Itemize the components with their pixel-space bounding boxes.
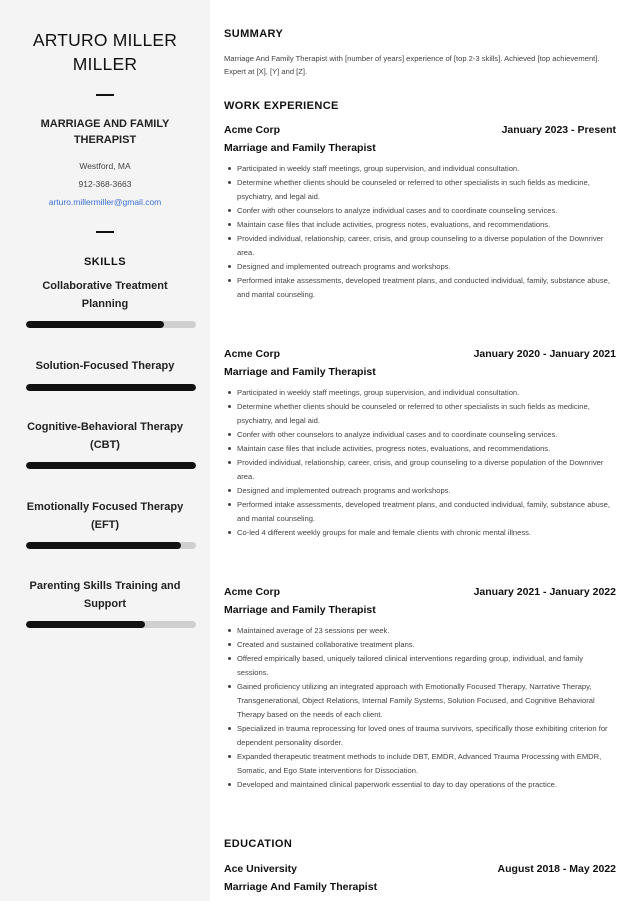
skill-item xyxy=(22,578,188,628)
candidate-name xyxy=(0,28,210,76)
skill-level-bar xyxy=(26,384,196,391)
skill-level-bar xyxy=(26,462,196,469)
skill-level-fill xyxy=(26,384,196,391)
skill-name: Collaborative Treatment Planning xyxy=(42,280,168,310)
skill-name: Solution-Focused Therapy xyxy=(35,360,175,372)
skill-item xyxy=(22,419,188,469)
job-bullet: Confer with other counselors to analyze individual cases and to coordinate counseling services. xyxy=(224,428,616,442)
skill-name: Emotionally Focused Therapy (EFT) xyxy=(26,501,184,531)
job-dates: January 2021 - January 2022 xyxy=(473,586,616,598)
job-dates: January 2020 - January 2021 xyxy=(473,348,616,360)
skill-level-bar xyxy=(26,321,196,328)
job-role: Marriage and Family Therapist xyxy=(224,366,376,378)
sidebar xyxy=(0,0,210,901)
job-bullet: Determine whether clients should be counseled or referred to other specialists in such fields as medicine, psychiatry, and legal aid. xyxy=(224,400,616,428)
job-bullet: Provided individual, relationship, career, crisis, and group counseling to a diverse population of the Downriver area. xyxy=(224,232,616,260)
job-bullet: Maintain case files that include activities, progress notes, evaluations, and recommendations. xyxy=(224,442,616,456)
company-name: Acme Corp xyxy=(224,586,281,598)
skills-heading: SKILLS xyxy=(83,256,127,268)
education-heading: EDUCATION xyxy=(224,838,293,850)
work-experience-heading: WORK EXPERIENCE xyxy=(224,100,339,112)
job-bullet: Participated in weekly staff meetings, group supervision, and individual consultation. xyxy=(224,386,616,400)
skill-name: Parenting Skills Training and Support xyxy=(29,580,181,610)
summary-text: Marriage And Family Therapist with [number of years] experience of [top 2-3 skills]. Achieved [top achievement]. Expert at [X], [Y] and [Z]. xyxy=(224,54,600,76)
job-dates: January 2023 - Present xyxy=(501,124,616,136)
name-line-1: ARTURO MILLER xyxy=(32,30,178,50)
job-bullet: Created and sustained collaborative treatment plans. xyxy=(224,638,616,652)
job-bullet: Provided individual, relationship, career, crisis, and group counseling to a diverse population of the Downriver area. xyxy=(224,456,616,484)
skill-level-fill xyxy=(26,542,181,549)
job-bullet: Maintain case files that include activities, progress notes, evaluations, and recommendations. xyxy=(224,218,616,232)
skill-level-fill xyxy=(26,462,196,469)
education-entry xyxy=(224,863,616,901)
education-dates: August 2018 - May 2022 xyxy=(497,863,616,875)
job-bullet: Performed intake assessments, developed treatment plans, and conducted individual, family, substance abuse, and marital counseling. xyxy=(224,498,616,526)
job-bullet: Maintained average of 23 sessions per week. xyxy=(224,624,616,638)
email-link[interactable]: arturo.millermiller@gmail.com xyxy=(48,197,162,207)
summary-heading: SUMMARY xyxy=(224,28,284,40)
skill-item xyxy=(22,278,188,328)
job-bullets xyxy=(224,162,616,302)
job-bullet: Offered empirically based, uniquely tailored clinical interventions regarding group, individual, and family sessions. xyxy=(224,652,616,680)
job-bullet: Participated in weekly staff meetings, group supervision, and individual consultation. xyxy=(224,162,616,176)
job-bullet: Determine whether clients should be counseled or referred to other specialists in such fields as medicine, psychiatry, and legal aid. xyxy=(224,176,616,204)
skill-item xyxy=(22,499,188,549)
job-bullet: Expanded therapeutic treatment methods to include DBT, EMDR, Advanced Trauma Processing with EMDR, Somatic, and Ego State interventions for Dissociation. xyxy=(224,750,616,778)
name-line-2: MILLER xyxy=(72,54,138,74)
skill-item xyxy=(22,358,188,391)
job-role: Marriage and Family Therapist xyxy=(224,604,376,616)
job-bullet: Performed intake assessments, developed treatment plans, and conducted individual, family, substance abuse, and marital counseling. xyxy=(224,274,616,302)
job-bullet: Co-led 4 different weekly groups for male and female clients with chronic mental illness. xyxy=(224,526,616,540)
skill-level-bar xyxy=(26,542,196,549)
job-bullet: Developed and maintained clinical paperwork essential to day to day operations of the practice. xyxy=(224,778,616,792)
skill-name: Cognitive-Behavioral Therapy (CBT) xyxy=(27,421,183,451)
skill-level-bar xyxy=(26,621,196,628)
job-bullet: Specialized in trauma reprocessing for loved ones of trauma survivors, specifically those exhibiting criterion for dependent personality disorder. xyxy=(224,722,616,750)
company-name: Acme Corp xyxy=(224,348,281,360)
location: Westford, MA xyxy=(79,161,131,171)
job-bullet: Gained proficiency utilizing an integrated approach with Emotionally Focused Therapy, Narrative Therapy, Transgenerational, Object Relations, Internal Family Systems, Solution Focused, and Cognitive Behavioral Therapy based on the needs of each client. xyxy=(224,680,616,722)
job-bullets xyxy=(224,386,616,540)
job-bullet: Designed and implemented outreach programs and workshops. xyxy=(224,260,616,274)
skill-level-fill xyxy=(26,321,164,328)
job-title: MARRIAGE AND FAMILY THERAPIST xyxy=(40,118,170,146)
divider xyxy=(96,94,114,96)
job-entry xyxy=(224,586,616,792)
phone: 912-368-3663 xyxy=(78,179,132,189)
divider xyxy=(96,231,114,233)
job-bullet: Designed and implemented outreach programs and workshops. xyxy=(224,484,616,498)
job-role: Marriage and Family Therapist xyxy=(224,142,376,154)
school-name: Ace University xyxy=(224,863,297,875)
skill-level-fill xyxy=(26,621,145,628)
company-name: Acme Corp xyxy=(224,124,281,136)
job-entry xyxy=(224,124,616,302)
job-entry xyxy=(224,348,616,540)
job-bullets xyxy=(224,624,616,792)
job-bullet: Confer with other counselors to analyze individual cases and to coordinate counseling services. xyxy=(224,204,616,218)
degree: Marriage And Family Therapist xyxy=(224,881,378,893)
